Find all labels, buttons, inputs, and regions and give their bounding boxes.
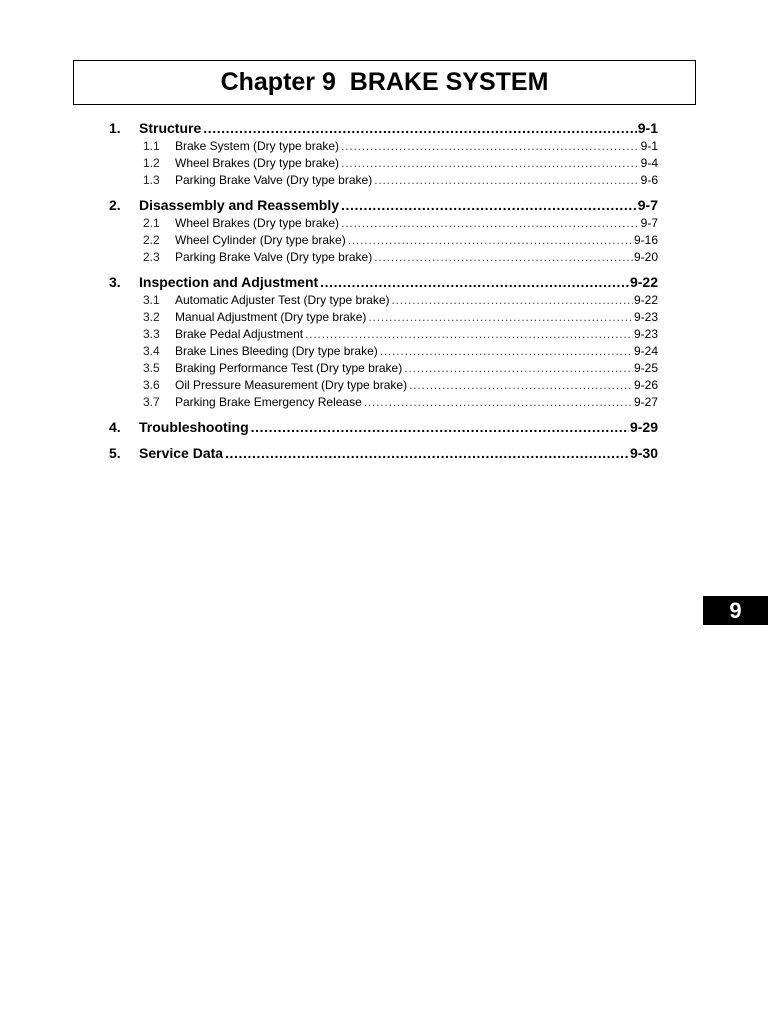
toc-entry[interactable]	[109, 417, 658, 437]
toc-subentry[interactable]	[109, 394, 658, 411]
toc-subentry-page: 9-27	[633, 395, 658, 409]
toc-subentry-title: Braking Performance Test (Dry type brake)	[175, 361, 403, 375]
toc-entry-number: 5.	[109, 445, 121, 461]
toc-subentry[interactable]	[109, 138, 658, 155]
toc-subentry-number: 3.4	[143, 344, 160, 358]
toc-leader-dots	[341, 195, 637, 215]
toc-entry-title: Troubleshooting	[139, 419, 249, 435]
toc-subentry-number: 3.7	[143, 395, 160, 409]
toc-subentry[interactable]	[109, 155, 658, 172]
toc-subentry-title: Parking Brake Valve (Dry type brake)	[175, 173, 373, 187]
toc-entry-number: 1.	[109, 120, 121, 136]
toc-entry-title: Inspection and Adjustment	[139, 274, 319, 290]
toc-subentry-page: 9-20	[633, 250, 658, 264]
toc-leader-dots	[341, 155, 640, 172]
toc-subentry-page: 9-24	[633, 344, 658, 358]
toc-leader-dots	[251, 417, 629, 437]
toc-subentry-number: 3.3	[143, 327, 160, 341]
toc-leader-dots	[225, 443, 629, 463]
toc-subentry-title: Brake System (Dry type brake)	[175, 139, 340, 153]
toc-entry-number: 4.	[109, 419, 121, 435]
toc-entry-number: 3.	[109, 274, 121, 290]
toc-leader-dots	[404, 360, 633, 377]
toc-subentry-title: Parking Brake Emergency Release	[175, 395, 362, 409]
toc-subentry-page: 9-16	[633, 233, 658, 247]
toc-leader-dots	[368, 309, 633, 326]
toc-subentry-number: 1.3	[143, 173, 160, 187]
toc-subentry-page: 9-25	[633, 361, 658, 375]
toc-subentry[interactable]	[109, 326, 658, 343]
toc-subentry-title: Parking Brake Valve (Dry type brake)	[175, 250, 373, 264]
toc-subentry-number: 3.6	[143, 378, 160, 392]
toc-leader-dots	[364, 394, 633, 411]
toc-entry-title: Disassembly and Reassembly	[139, 197, 339, 213]
toc-leader-dots	[320, 272, 629, 292]
toc-entry-number: 2.	[109, 197, 121, 213]
toc-section	[109, 272, 658, 411]
chapter-tab-label: 9	[729, 597, 742, 623]
toc-subentry-number: 2.3	[143, 250, 160, 264]
toc-entry-page: 9-1	[637, 120, 658, 136]
toc-subentry[interactable]	[109, 377, 658, 394]
toc-subentry-page: 9-4	[640, 156, 658, 170]
toc-subentry[interactable]	[109, 249, 658, 266]
toc-subentry-title: Wheel Brakes (Dry type brake)	[175, 156, 340, 170]
toc-subentry-page: 9-23	[633, 327, 658, 341]
toc-subentry-title: Brake Lines Bleeding (Dry type brake)	[175, 344, 378, 358]
toc-section	[109, 118, 658, 189]
toc-subentry-title: Wheel Cylinder (Dry type brake)	[175, 233, 346, 247]
toc-subentry-title: Automatic Adjuster Test (Dry type brake)	[175, 293, 390, 307]
toc-subentry-number: 1.2	[143, 156, 160, 170]
toc-leader-dots	[409, 377, 633, 394]
toc-subentry-title: Wheel Brakes (Dry type brake)	[175, 216, 340, 230]
toc-leader-dots	[392, 292, 633, 309]
toc-entry-title: Service Data	[139, 445, 224, 461]
toc-subentry-page: 9-1	[640, 139, 658, 153]
toc-entry-page: 9-7	[637, 197, 658, 213]
toc-entry[interactable]	[109, 118, 658, 138]
toc-subentry-title: Manual Adjustment (Dry type brake)	[175, 310, 367, 324]
toc-entry-page: 9-22	[629, 274, 658, 290]
toc-entry-page: 9-29	[629, 419, 658, 435]
table-of-contents	[109, 118, 658, 469]
toc-subentry-page: 9-6	[640, 173, 658, 187]
toc-subentry-number: 3.2	[143, 310, 160, 324]
toc-leader-dots	[348, 232, 633, 249]
toc-subentry[interactable]	[109, 172, 658, 189]
chapter-title-box	[73, 60, 696, 105]
toc-subentry-number: 3.1	[143, 293, 160, 307]
toc-subentry-page: 9-22	[633, 293, 658, 307]
toc-leader-dots	[380, 343, 633, 360]
toc-subentry-number: 2.1	[143, 216, 160, 230]
chapter-title: Chapter 9 BRAKE SYSTEM	[220, 68, 549, 96]
toc-entry[interactable]	[109, 195, 658, 215]
toc-subentry-title: Brake Pedal Adjustment	[175, 327, 304, 341]
toc-entry[interactable]	[109, 443, 658, 463]
toc-subentry-page: 9-23	[633, 310, 658, 324]
toc-leader-dots	[374, 249, 633, 266]
toc-subentry-number: 2.2	[143, 233, 160, 247]
toc-subentry-title: Oil Pressure Measurement (Dry type brake)	[175, 378, 408, 392]
toc-section	[109, 195, 658, 266]
toc-subentry-page: 9-26	[633, 378, 658, 392]
toc-section	[109, 417, 658, 437]
toc-entry[interactable]	[109, 272, 658, 292]
toc-subentry[interactable]	[109, 343, 658, 360]
toc-leader-dots	[341, 138, 640, 155]
toc-subentry[interactable]	[109, 360, 658, 377]
toc-subentry[interactable]	[109, 232, 658, 249]
toc-leader-dots	[374, 172, 639, 189]
chapter-tab	[703, 596, 768, 625]
toc-section	[109, 443, 658, 463]
toc-leader-dots	[341, 215, 640, 232]
toc-leader-dots	[305, 326, 633, 343]
toc-subentry-page: 9-7	[640, 216, 658, 230]
toc-entry-page: 9-30	[629, 445, 658, 461]
toc-leader-dots	[203, 118, 637, 138]
toc-subentry[interactable]	[109, 215, 658, 232]
toc-subentry-number: 1.1	[143, 139, 160, 153]
toc-subentry[interactable]	[109, 309, 658, 326]
toc-subentry-number: 3.5	[143, 361, 160, 375]
toc-subentry[interactable]	[109, 292, 658, 309]
toc-entry-title: Structure	[139, 120, 202, 136]
